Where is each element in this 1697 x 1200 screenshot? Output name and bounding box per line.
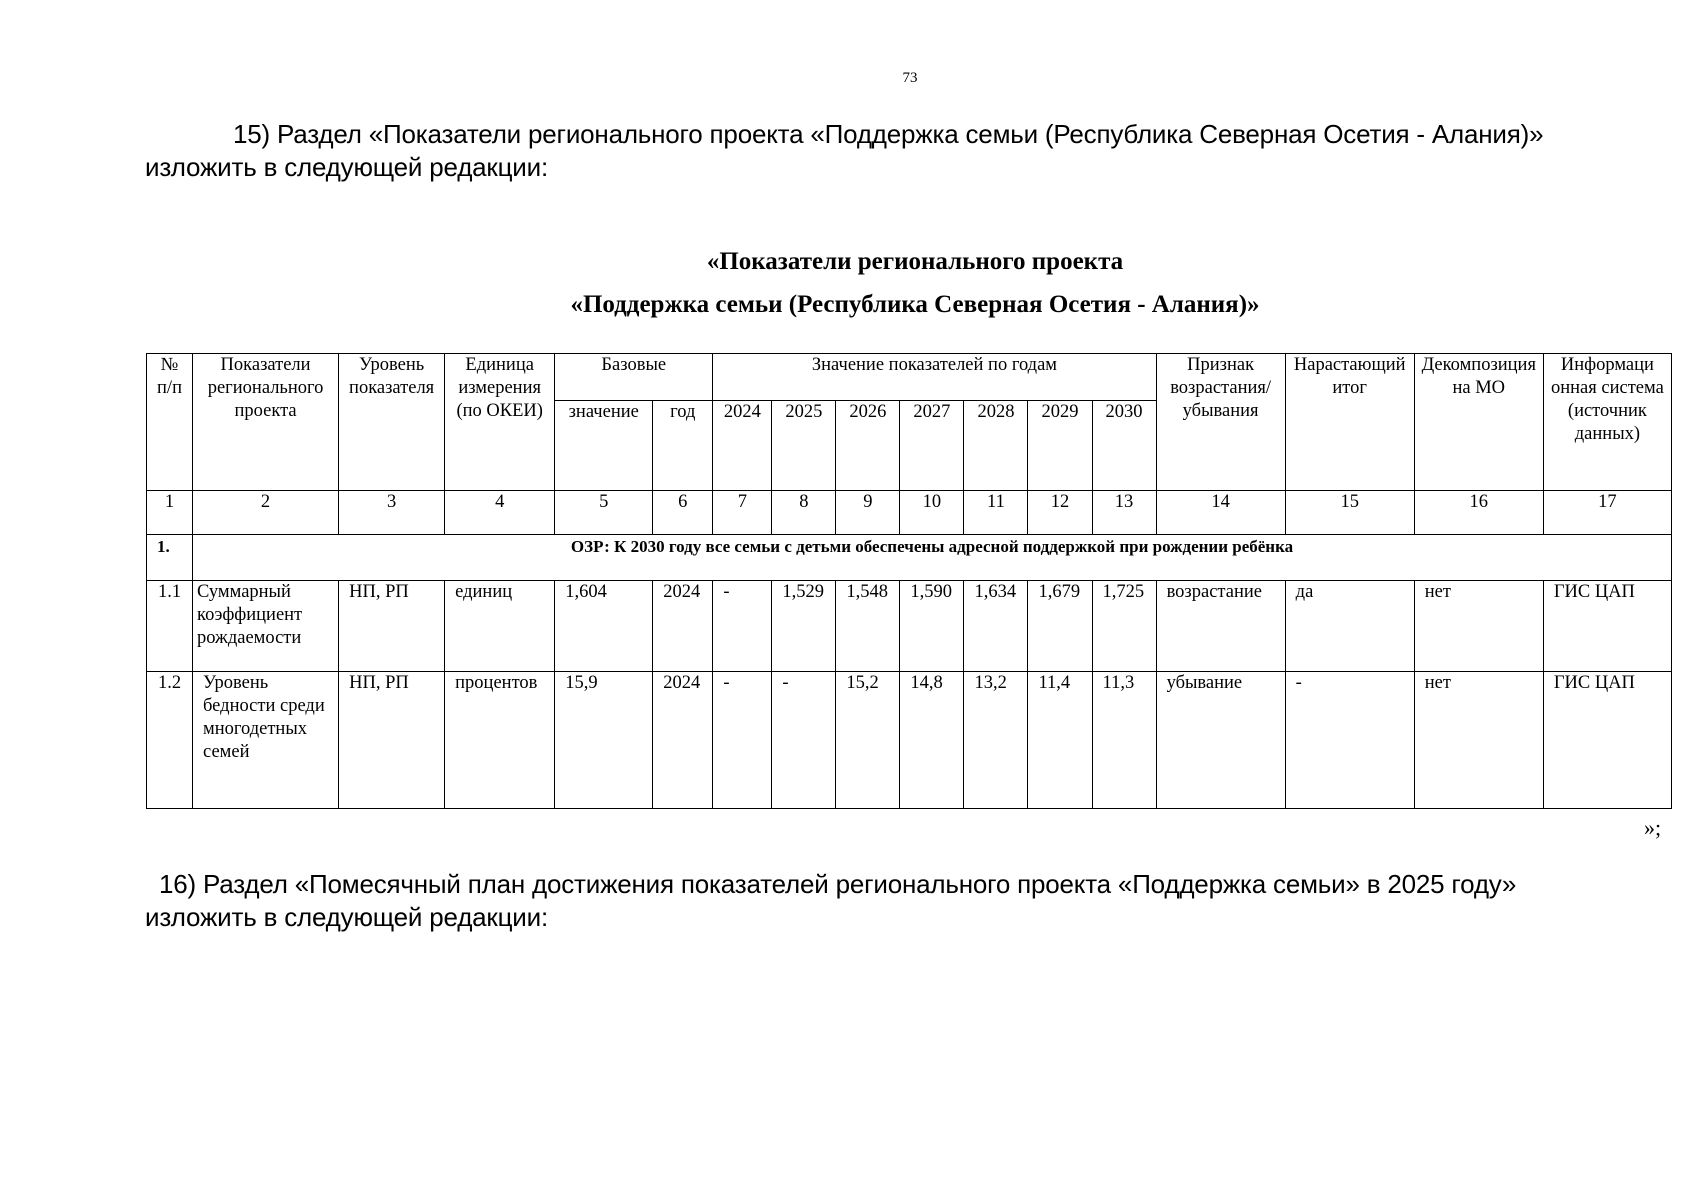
header-base: Базовые: [555, 354, 713, 401]
column-number: 9: [836, 491, 900, 535]
header-year: 2030: [1092, 401, 1156, 491]
column-number: 6: [653, 491, 713, 535]
column-number: 10: [900, 491, 964, 535]
header-year: 2029: [1028, 401, 1092, 491]
header-base-value: значение: [555, 401, 653, 491]
indicators-table: [146, 353, 1672, 809]
table-row: [147, 672, 1672, 809]
paragraph-line: изложить в следующей редакции:: [145, 152, 548, 182]
column-number: 5: [555, 491, 653, 535]
paragraph-line: 16) Раздел «Помесячный план достижения показателей регионального проекта «Поддержка семьи» в 2025 году»: [159, 869, 1517, 899]
row-decomposition: нет: [1414, 581, 1543, 672]
header-decomposition: Декомпозиция на МО: [1414, 354, 1543, 491]
header-unit: Единица измерения (по ОКЕИ): [445, 354, 555, 491]
row-year-value: 13,2: [964, 672, 1028, 809]
paragraph-line: 15) Раздел «Показатели регионального проекта «Поддержка семьи (Республика Северная Осетия - Алания)»: [233, 119, 1544, 149]
column-number: 8: [772, 491, 836, 535]
row-indicator: Суммарный коэффициент рождаемости: [193, 581, 339, 672]
header-no: № п/п: [147, 354, 193, 491]
row-level: НП, РП: [339, 581, 445, 672]
column-number: 14: [1156, 491, 1285, 535]
row-base-year: 2024: [653, 672, 713, 809]
row-unit: процентов: [445, 672, 555, 809]
section-title-line2: «Поддержка семьи (Республика Северная Осетия - Алания)»: [570, 291, 1260, 318]
row-year-value: 15,2: [836, 672, 900, 809]
column-number: 15: [1285, 491, 1414, 535]
row-number: 1.2: [147, 672, 193, 809]
row-year-value: 1,529: [772, 581, 836, 672]
goal-text: ОЗР: К 2030 году все семьи с детьми обеспечены адресной поддержкой при рождении ребёнка: [193, 535, 1672, 581]
header-cumulative: Нарастающий итог: [1285, 354, 1414, 491]
row-year-value: 1,634: [964, 581, 1028, 672]
row-year-value: 14,8: [900, 672, 964, 809]
column-number: 16: [1414, 491, 1543, 535]
column-number: 4: [445, 491, 555, 535]
column-number: 7: [713, 491, 772, 535]
header-year: 2028: [964, 401, 1028, 491]
row-base-value: 1,604: [555, 581, 653, 672]
column-number: 1: [147, 491, 193, 535]
row-trend: убывание: [1156, 672, 1285, 809]
column-number: 17: [1543, 491, 1671, 535]
column-number: 2: [193, 491, 339, 535]
header-trend: Признак возрастания/ убывания: [1156, 354, 1285, 491]
amendment-paragraph-15: [145, 118, 1565, 184]
header-year: 2025: [772, 401, 836, 491]
row-level: НП, РП: [339, 672, 445, 809]
header-level: Уровень показателя: [339, 354, 445, 491]
closing-quote-mark: »;: [1644, 815, 1662, 840]
column-number-row: [147, 491, 1672, 535]
row-year-value: 1,590: [900, 581, 964, 672]
header-info-system: Информаци онная система (источник данных): [1543, 354, 1671, 491]
paragraph-line: изложить в следующей редакции:: [145, 902, 548, 932]
header-year: 2026: [836, 401, 900, 491]
row-year-value: -: [713, 672, 772, 809]
header-year: 2027: [900, 401, 964, 491]
row-year-value: 11,3: [1092, 672, 1156, 809]
table-header-row: [147, 354, 1672, 401]
row-base-value: 15,9: [555, 672, 653, 809]
column-number: 11: [964, 491, 1028, 535]
row-info-system: ГИС ЦАП: [1543, 672, 1671, 809]
header-base-year: год: [653, 401, 713, 491]
goal-number: 1.: [147, 535, 193, 581]
row-number: 1.1: [147, 581, 193, 672]
page-number: 73: [902, 70, 918, 86]
table-row: [147, 581, 1672, 672]
row-unit: единиц: [445, 581, 555, 672]
row-year-value: 1,679: [1028, 581, 1092, 672]
section-title-line1: «Показатели регионального проекта: [706, 248, 1124, 275]
row-decomposition: нет: [1414, 672, 1543, 809]
header-indicator: Показатели регионального проекта: [193, 354, 339, 491]
column-number: 3: [339, 491, 445, 535]
row-trend: возрастание: [1156, 581, 1285, 672]
row-indicator: Уровень бедности среди многодетных семей: [193, 672, 339, 809]
row-year-value: 1,548: [836, 581, 900, 672]
row-base-year: 2024: [653, 581, 713, 672]
header-year: 2024: [713, 401, 772, 491]
header-values-by-year: Значение показателей по годам: [713, 354, 1156, 401]
amendment-paragraph-16: [145, 868, 1565, 934]
column-number: 13: [1092, 491, 1156, 535]
column-number: 12: [1028, 491, 1092, 535]
goal-row: [147, 535, 1672, 581]
row-cumulative: -: [1285, 672, 1414, 809]
row-info-system: ГИС ЦАП: [1543, 581, 1671, 672]
row-year-value: -: [713, 581, 772, 672]
row-cumulative: да: [1285, 581, 1414, 672]
row-year-value: 11,4: [1028, 672, 1092, 809]
row-year-value: -: [772, 672, 836, 809]
row-year-value: 1,725: [1092, 581, 1156, 672]
